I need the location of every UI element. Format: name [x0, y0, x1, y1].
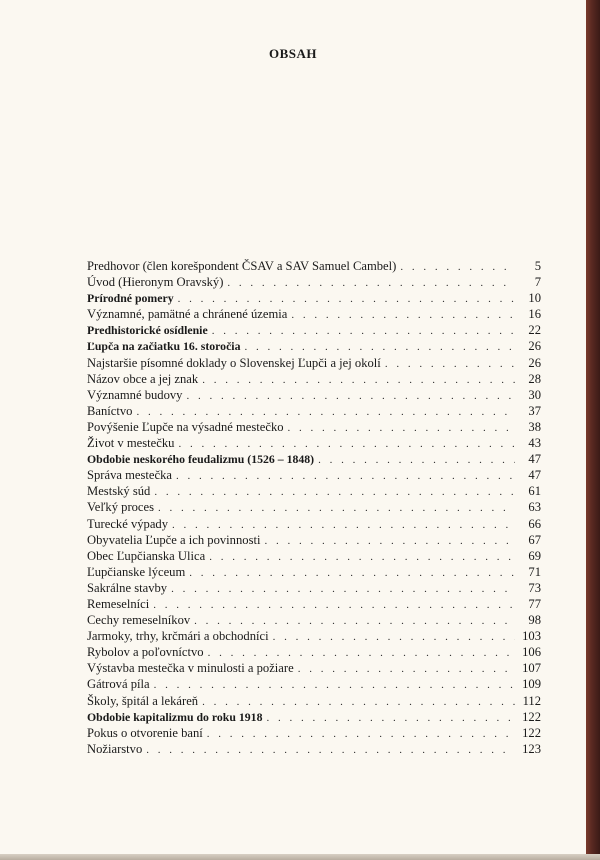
- toc-entry: [87, 258, 541, 274]
- toc-entry-page-number: 71: [528, 564, 541, 579]
- toc-entry-label: Rybolov a poľovníctvo: [87, 645, 204, 660]
- toc-entry-page-number: 5: [534, 259, 541, 273]
- toc-entry: [87, 725, 541, 741]
- toc-entry-page-number: 106: [522, 645, 541, 660]
- toc-leader-dots: [298, 661, 515, 677]
- toc-entry-page-number: 103: [522, 629, 541, 644]
- toc-entry-page-number: 77: [528, 596, 541, 611]
- toc-leader-dots: [266, 710, 515, 726]
- toc-entry-label: Výstavba mestečka v minulosti a požiare: [87, 661, 294, 676]
- toc-leader-dots: [244, 339, 515, 355]
- toc-entry-label: Remeselníci: [87, 596, 150, 611]
- toc-leader-dots: [176, 468, 515, 484]
- toc-leader-dots: [273, 629, 515, 645]
- toc-entry-label: Predhistorické osídlenie: [87, 323, 208, 338]
- toc-leader-dots: [154, 677, 515, 693]
- toc-entry: [87, 499, 541, 515]
- toc-entry-page-number: 7: [534, 275, 541, 290]
- toc-entry-label: Baníctvo: [87, 403, 133, 418]
- toc-entry-label: Úvod (Hieronym Oravský): [87, 275, 224, 290]
- toc-entry: [87, 435, 541, 451]
- toc-entry: [87, 660, 541, 676]
- toc-entry: [87, 580, 541, 596]
- book-edge-bottom: [0, 854, 600, 860]
- toc-entry: [87, 274, 541, 290]
- toc-entry-label: Obdobie kapitalizmu do roku 1918: [87, 709, 263, 724]
- toc-entry-page-number: 98: [528, 613, 541, 628]
- toc-entry-page-number: 69: [528, 548, 541, 563]
- toc-leader-dots: [189, 565, 515, 581]
- toc-entry-label: Správa mestečka: [87, 468, 172, 483]
- toc-leader-dots: [136, 404, 515, 420]
- toc-leader-dots: [172, 517, 515, 533]
- toc-leader-dots: [288, 420, 515, 436]
- toc-entry-page-number: 28: [528, 371, 541, 386]
- toc-entry-label: Sakrálne stavby: [87, 580, 168, 595]
- toc-entry: [87, 355, 541, 371]
- toc-entry: [87, 451, 541, 467]
- toc-entry: [87, 338, 541, 354]
- toc-leader-dots: [291, 307, 515, 323]
- toc-entry-label: Ľupča na začiatku 16. storočia: [87, 339, 241, 354]
- toc-entry-label: Nožiarstvo: [87, 741, 143, 756]
- toc-entry-page-number: 109: [522, 677, 541, 692]
- toc-leader-dots: [400, 259, 515, 275]
- toc-entry-label: Turecké výpady: [87, 516, 169, 531]
- toc-leader-dots: [153, 597, 515, 613]
- toc-entry-page-number: 26: [528, 355, 541, 370]
- toc-entry-label: Pokus o otvorenie baní: [87, 725, 203, 740]
- toc-entry: [87, 741, 541, 757]
- toc-entry-page-number: 66: [528, 516, 541, 531]
- toc-entry: [87, 290, 541, 306]
- toc-entry: [87, 387, 541, 403]
- table-of-contents: [87, 258, 541, 757]
- toc-leader-dots: [208, 645, 515, 661]
- toc-entry-page-number: 37: [528, 403, 541, 418]
- toc-entry-page-number: 67: [528, 532, 541, 547]
- toc-entry-page-number: 26: [528, 339, 541, 354]
- page-title: OBSAH: [268, 46, 317, 61]
- toc-leader-dots: [178, 436, 515, 452]
- toc-leader-dots: [209, 549, 515, 565]
- toc-entry-page-number: 107: [522, 661, 541, 676]
- toc-entry: [87, 548, 541, 564]
- toc-entry-page-number: 38: [528, 419, 541, 434]
- toc-entry: [87, 693, 541, 709]
- toc-entry-label: Významné budovy: [87, 387, 183, 402]
- toc-entry-label: Jarmoky, trhy, krčmári a obchodníci: [87, 629, 269, 644]
- toc-leader-dots: [178, 291, 515, 307]
- toc-entry-page-number: 43: [528, 436, 541, 451]
- toc-entry: [87, 403, 541, 419]
- toc-entry-page-number: 122: [522, 725, 541, 740]
- toc-leader-dots: [146, 742, 515, 758]
- toc-entry-page-number: 123: [522, 741, 541, 756]
- toc-leader-dots: [154, 484, 515, 500]
- toc-entry-page-number: 112: [522, 693, 541, 708]
- toc-entry: [87, 612, 541, 628]
- toc-entry: [87, 419, 541, 435]
- toc-leader-dots: [264, 533, 515, 549]
- toc-entry-label: Významné, pamätné a chránené územia: [87, 307, 288, 322]
- toc-entry: [87, 306, 541, 322]
- toc-entry: [87, 709, 541, 725]
- toc-entry: [87, 516, 541, 532]
- toc-entry-page-number: 61: [528, 484, 541, 499]
- toc-leader-dots: [186, 388, 515, 404]
- toc-leader-dots: [212, 323, 515, 339]
- toc-entry-label: Predhovor (člen korešpondent ČSAV a SAV Samuel Cambel): [87, 259, 397, 273]
- toc-entry: [87, 371, 541, 387]
- toc-entry-label: Veľký proces: [87, 500, 155, 515]
- toc-entry: [87, 483, 541, 499]
- toc-entry: [87, 322, 541, 338]
- toc-entry-label: Obdobie neskorého feudalizmu (1526 – 1848): [87, 452, 315, 467]
- toc-leader-dots: [171, 581, 515, 597]
- toc-leader-dots: [385, 356, 515, 372]
- toc-entry-label: Najstaršie písomné doklady o Slovenskej Ľupči a jej okolí: [87, 355, 381, 370]
- toc-entry-label: Mestský súd: [87, 484, 151, 499]
- toc-entry: [87, 564, 541, 580]
- toc-entry-label: Život v mestečku: [87, 436, 175, 451]
- toc-entry-page-number: 30: [528, 387, 541, 402]
- book-edge-right: [586, 0, 600, 860]
- toc-entry-page-number: 16: [528, 307, 541, 322]
- toc-leader-dots: [202, 694, 515, 710]
- toc-entry-label: Gátrová píla: [87, 677, 150, 692]
- toc-leader-dots: [318, 452, 515, 468]
- toc-entry-label: Obyvatelia Ľupče a ich povinnosti: [87, 532, 261, 547]
- toc-entry-page-number: 47: [528, 452, 541, 467]
- toc-leader-dots: [158, 500, 515, 516]
- toc-entry-label: Povýšenie Ľupče na výsadné mestečko: [87, 419, 284, 434]
- toc-entry-page-number: 73: [528, 580, 541, 595]
- toc-leader-dots: [207, 726, 515, 742]
- toc-leader-dots: [227, 275, 515, 291]
- toc-entry: [87, 644, 541, 660]
- toc-entry-label: Názov obce a jej znak: [87, 371, 199, 386]
- toc-entry-page-number: 10: [528, 291, 541, 306]
- toc-leader-dots: [202, 372, 515, 388]
- toc-entry: [87, 676, 541, 692]
- toc-leader-dots: [194, 613, 515, 629]
- toc-entry-page-number: 47: [528, 468, 541, 483]
- toc-entry-label: Prírodné pomery: [87, 291, 174, 306]
- toc-entry-label: Ľupčianske lýceum: [87, 564, 186, 579]
- toc-entry: [87, 532, 541, 548]
- toc-entry: [87, 596, 541, 612]
- toc-entry: [87, 467, 541, 483]
- toc-entry-page-number: 63: [528, 500, 541, 515]
- toc-entry-label: Školy, špitál a lekáreň: [87, 693, 199, 708]
- toc-entry-page-number: 22: [528, 323, 541, 338]
- toc-entry-page-number: 122: [522, 709, 541, 724]
- toc-entry-label: Obec Ľupčianska Ulica: [87, 548, 206, 563]
- toc-entry-label: Cechy remeselníkov: [87, 613, 191, 628]
- toc-entry: [87, 628, 541, 644]
